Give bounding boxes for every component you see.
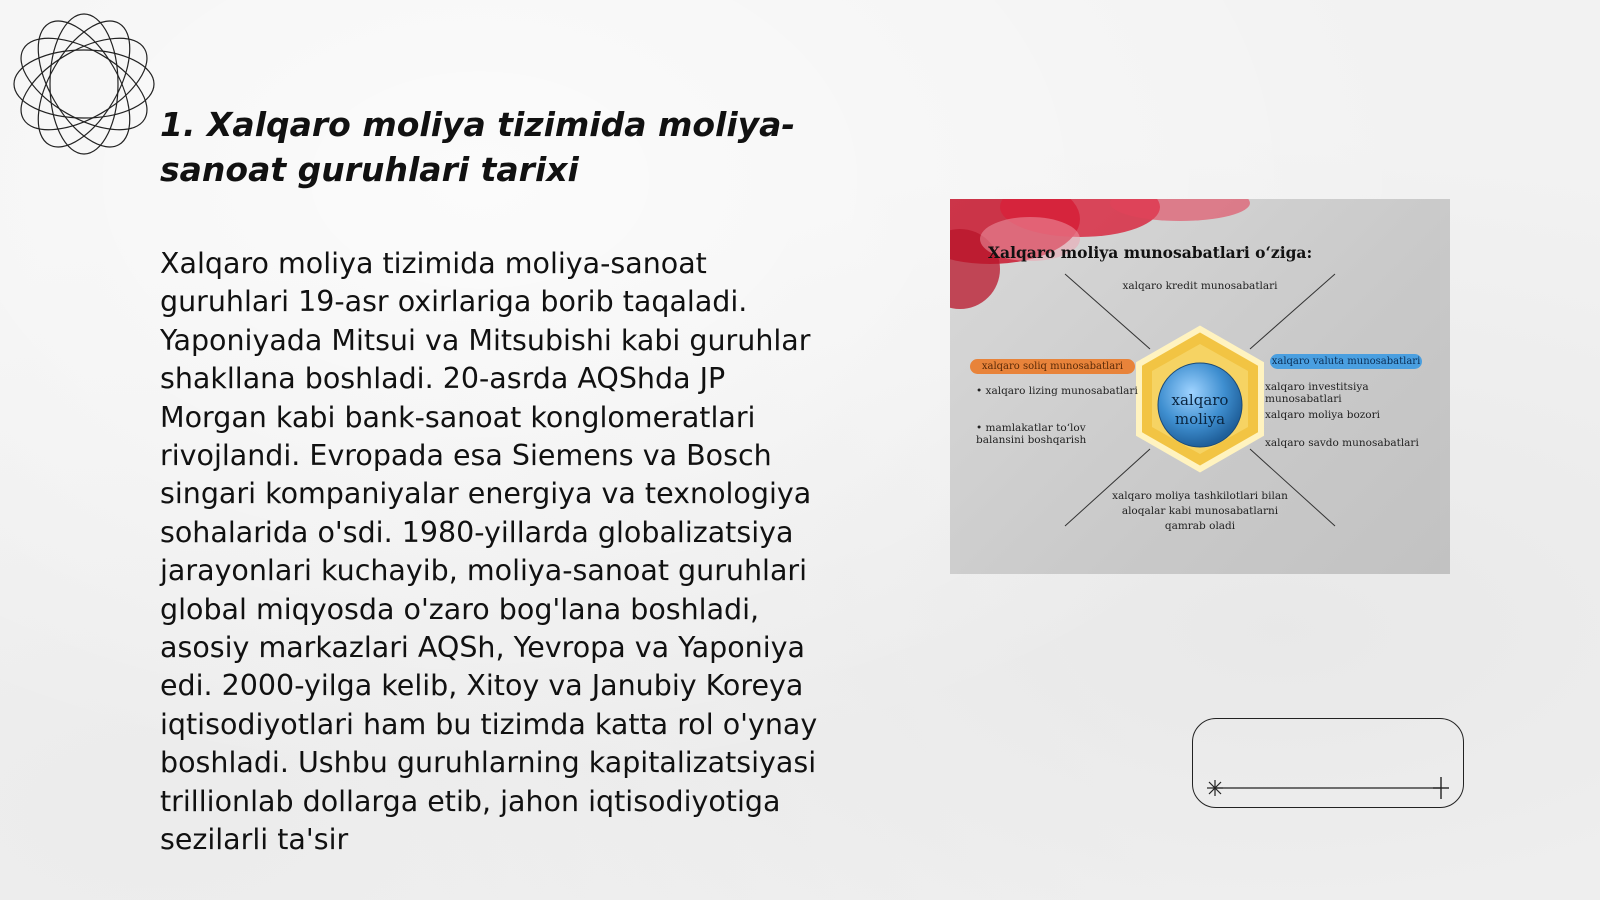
diagram-bottom-label: xalqaro moliya tashkilotlari bilan aloqalar kabi munosabatlarni qamrab oladi bbox=[1112, 490, 1288, 532]
starburst-line-icon bbox=[1193, 719, 1465, 809]
right-item-3: xalqaro savdo munosabatlari bbox=[1265, 437, 1419, 449]
diagram-title: Xalqaro moliya munosabatlari o‘ziga: bbox=[988, 243, 1313, 262]
right-item-2: xalqaro moliya bozori bbox=[1265, 409, 1380, 421]
right-item-1: xalqaro investitsiya munosabatlari bbox=[1265, 381, 1369, 405]
left-item-1: • xalqaro lizing munosabatlari bbox=[976, 385, 1138, 397]
circular-ornament-icon bbox=[10, 10, 158, 158]
left-item-2: • mamlakatlar to‘lov balansini boshqarish bbox=[976, 422, 1087, 446]
slide-body-text: Xalqaro moliya tizimida moliya-sanoat guruhlari 19-asr oxirlariga borib taqaladi. Yaponiyada Mitsui va Mitsubishi kabi guruhlar shakllana boshladi. 20-asrda AQShda JP Morgan kabi bank-sanoat konglomeratlari rivojlandi. Evropada esa Siemens va Bosch singari kompaniyalar energiya va texnologiya sohalarida o'sdi. 1980-yillarda globalizatsiya jarayonlari kuchayib, moliya-sanoat guruhlari global miqyosda o'zaro bog'lana boshladi, asosiy markazlari AQSh, Yevropa va Yaponiya edi. 2000-yilga kelib, Xitoy va Janubiy Koreya iqtisodiyotlari ham bu tizimda katta rol o'ynay boshladi. Ushbu guruhlarning kapitalizatsiyasi trillionlab dollarga etib, jahon iqtisodiyotiga sezilarli ta'sir bbox=[160, 247, 818, 857]
diagram-top-label: xalqaro kredit munosabatlari bbox=[1122, 280, 1278, 292]
slide-title: 1. Xalqaro moliya tizimida moliya-sanoat guruhlari tarixi bbox=[160, 105, 796, 189]
right-pill-label: xalqaro valuta munosabatlari bbox=[1271, 356, 1421, 367]
financial-relations-diagram bbox=[950, 199, 1450, 574]
decorative-frame bbox=[1192, 718, 1464, 808]
globe-center-label: xalqaro moliya bbox=[1171, 391, 1229, 428]
left-pill-label: xalqaro soliq munosabatlari bbox=[970, 359, 1135, 374]
